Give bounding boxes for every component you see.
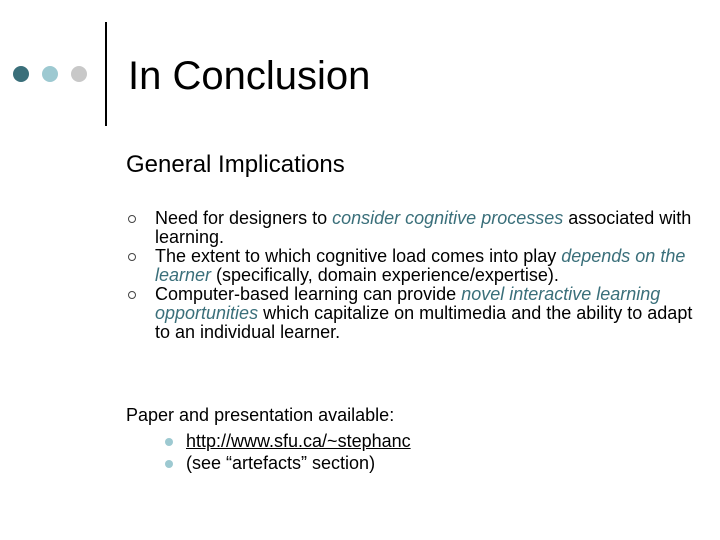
list-item	[126, 209, 696, 247]
bullet-text: (specifically, domain experience/expertise).	[211, 265, 559, 285]
ring-bullet-icon	[128, 291, 136, 299]
list-item	[126, 247, 696, 285]
availability-note: Paper and presentation available:	[126, 405, 395, 425]
bullet-text: The extent to which cognitive load comes into play	[155, 246, 562, 266]
decorative-dot-gray	[71, 66, 87, 82]
title-divider	[105, 22, 107, 126]
ring-bullet-icon	[128, 215, 136, 223]
bullet-emphasis: depends on the learner	[155, 246, 686, 285]
list-item	[165, 452, 411, 474]
bullet-emphasis: consider cognitive processes	[332, 208, 564, 228]
bullet-text: which capitalize on multimedia and the ability to adapt to an individual learner.	[155, 303, 693, 342]
list-item	[165, 430, 411, 452]
website-link[interactable]: http://www.sfu.ca/~stephanc	[186, 431, 411, 451]
artefacts-note: (see “artefacts” section)	[186, 453, 376, 473]
dot-bullet-icon	[165, 460, 173, 468]
decorative-dot-dark	[13, 66, 29, 82]
bullet-text: associated with learning.	[155, 208, 692, 247]
list-item	[126, 285, 696, 342]
slide-title: In Conclusion	[128, 54, 371, 98]
implications-list	[126, 209, 696, 342]
bullet-emphasis: novel interactive learning opportunities	[155, 284, 661, 323]
ring-bullet-icon	[128, 253, 136, 261]
bullet-text: Computer-based learning can provide	[155, 284, 462, 304]
dot-bullet-icon	[165, 438, 173, 446]
decorative-dot-light	[42, 66, 58, 82]
resources-list	[165, 430, 411, 474]
section-heading: General Implications	[126, 151, 345, 178]
bullet-text: Need for designers to	[155, 208, 333, 228]
